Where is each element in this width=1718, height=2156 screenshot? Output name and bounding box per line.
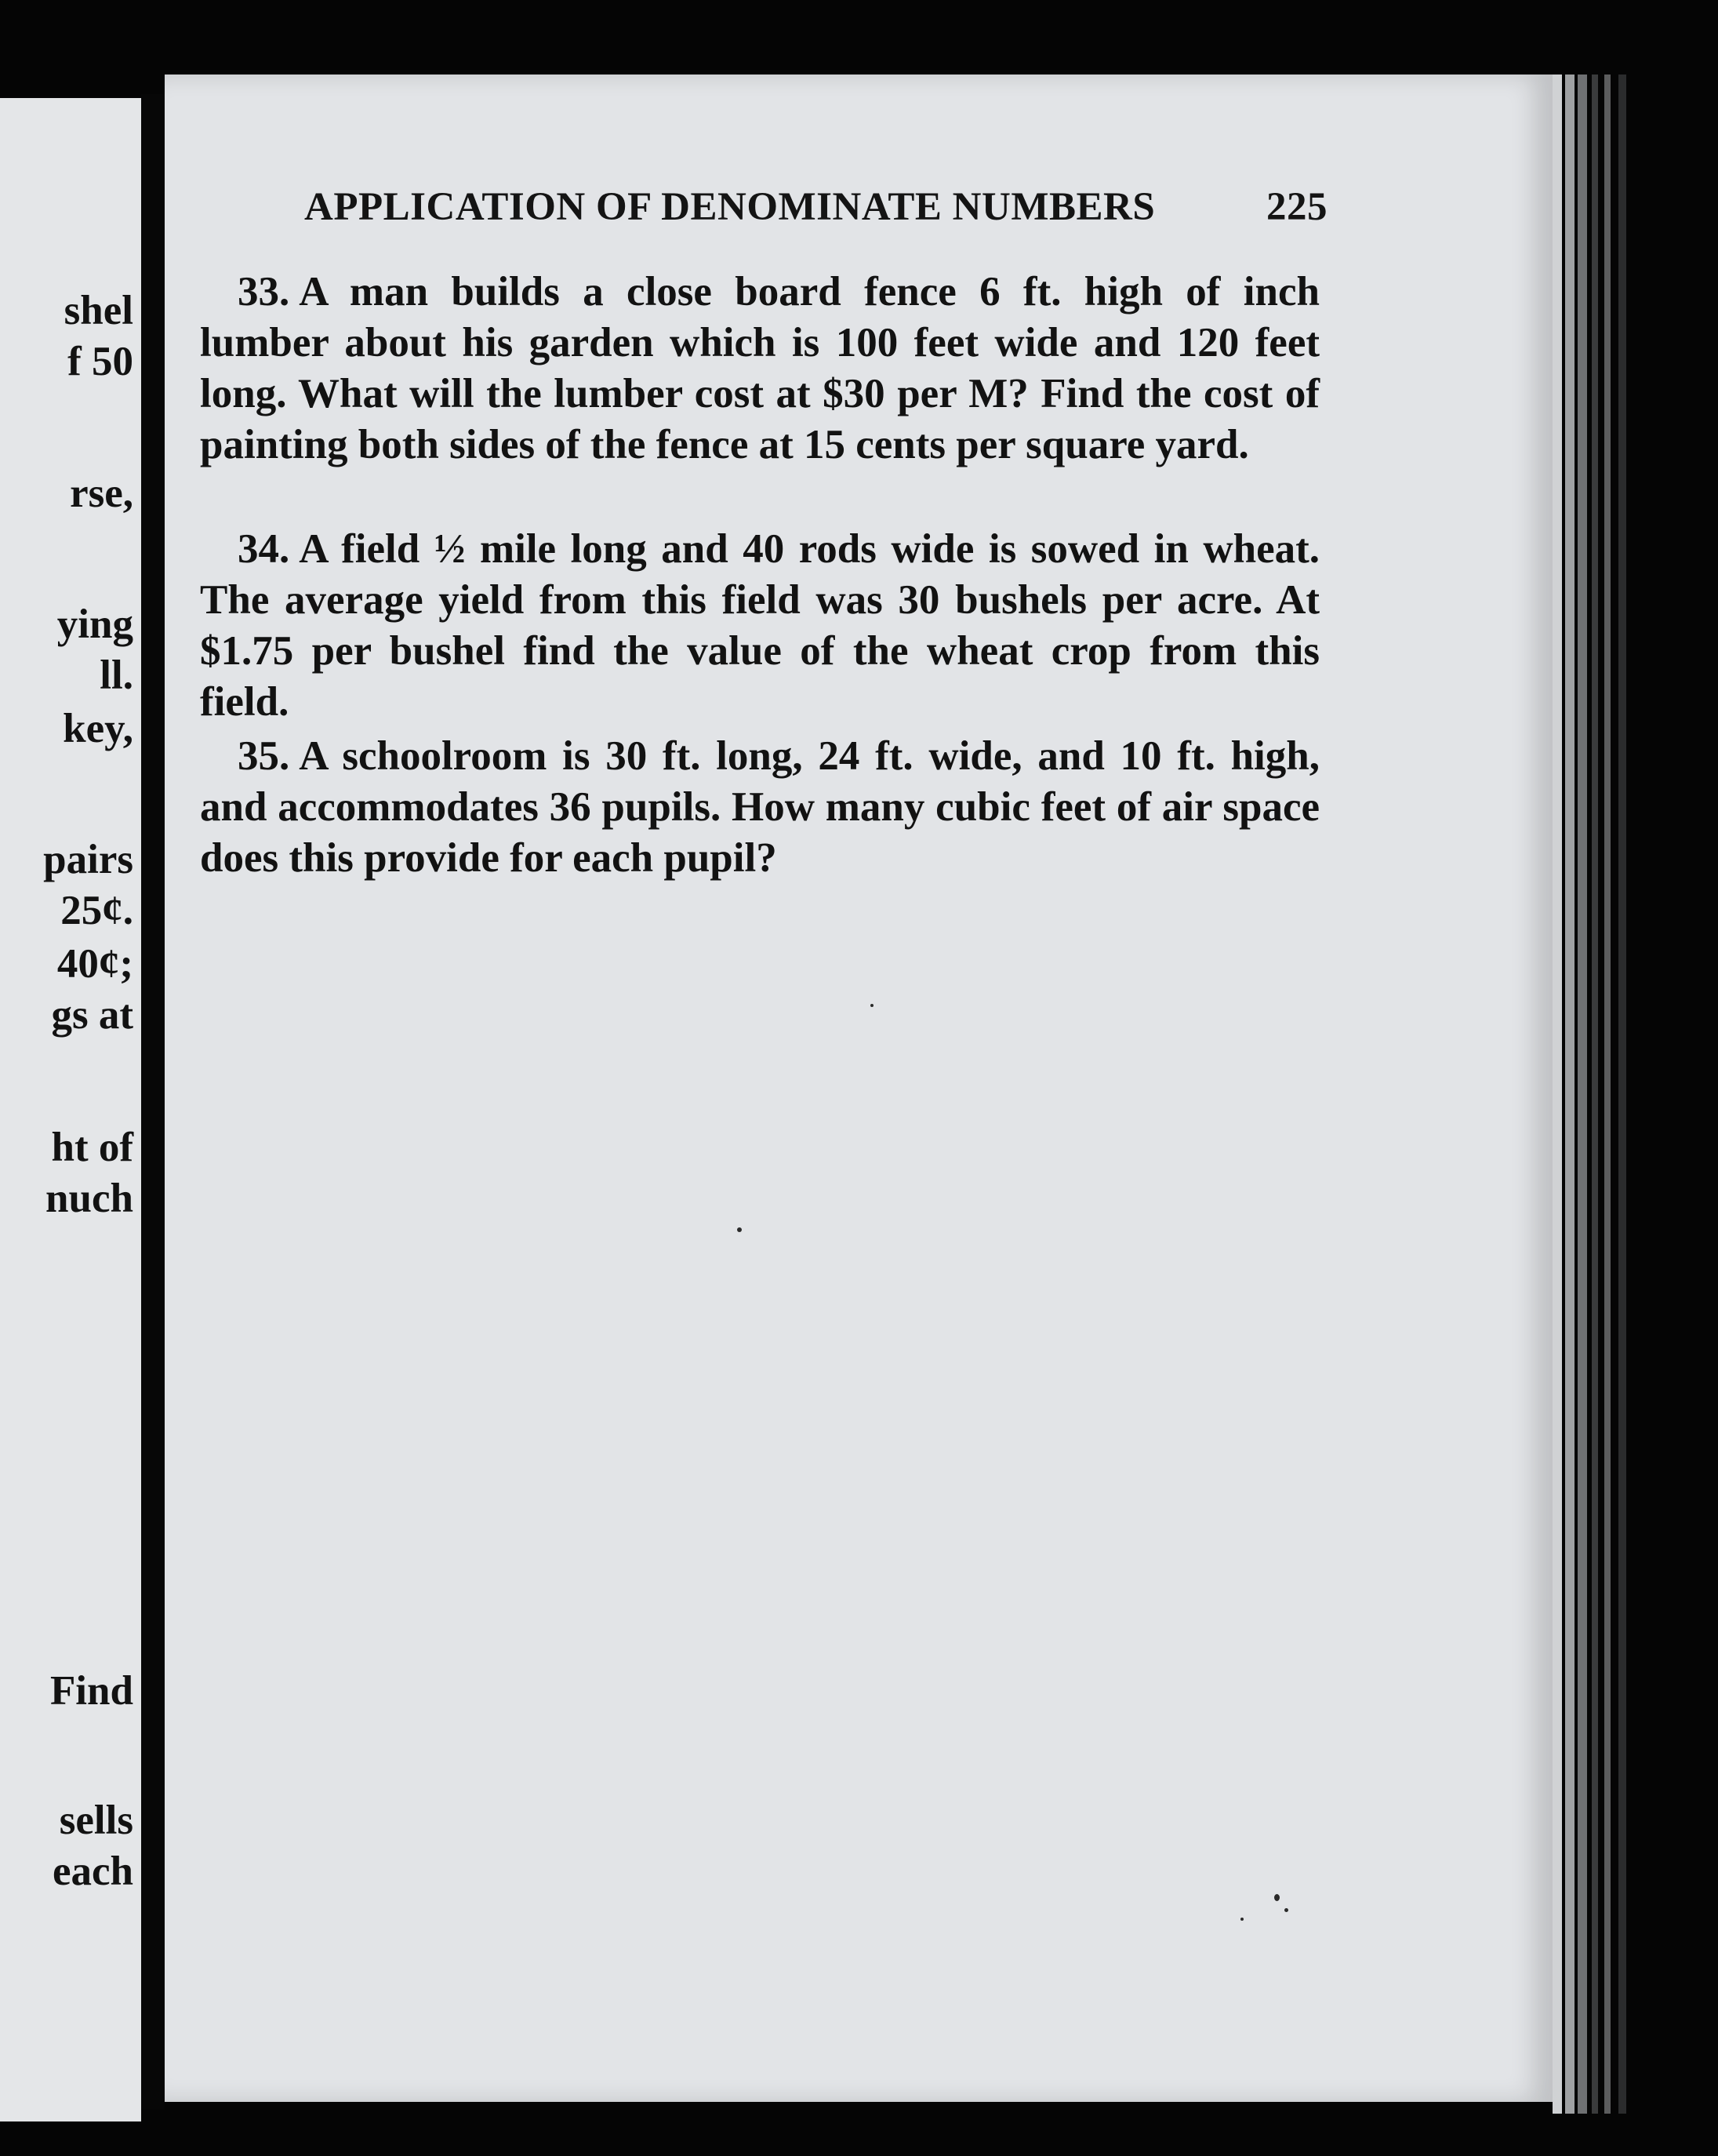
page-edge	[1565, 75, 1575, 2114]
left-page-line: f 50	[67, 339, 133, 384]
paper-speck	[737, 1227, 742, 1232]
left-page-line: shel	[64, 288, 133, 333]
left-page-line: ll.	[100, 653, 133, 698]
page-edge	[1553, 75, 1562, 2114]
paper-speck	[1274, 1894, 1280, 1901]
left-page-line: pairs	[43, 837, 133, 882]
page-number: 225	[1266, 185, 1328, 229]
left-page-line: key,	[63, 706, 133, 751]
page-edge	[1578, 75, 1587, 2114]
left-page-line: ying	[56, 602, 133, 647]
problem-text: A schoolroom is 30 ft. long, 24 ft. wide, and 10 ft. high, and accommodates 36 pupils. How many cubic feet of air space does this provide for each pupil?	[200, 733, 1320, 881]
left-page-line: Find	[49, 1668, 133, 1714]
problem-number: 33.	[238, 269, 290, 314]
left-page-line: rse,	[70, 471, 133, 516]
left-page-fragment	[0, 98, 141, 2121]
problem-34	[200, 524, 1320, 728]
book-gutter	[141, 94, 165, 2110]
header-title: APPLICATION OF DENOMINATE NUMBERS	[304, 185, 1156, 229]
left-page-line: 40¢;	[56, 941, 133, 987]
left-page-line: gs at	[51, 992, 133, 1038]
left-page-line: each	[52, 1849, 133, 1894]
page-edge	[1592, 75, 1598, 2114]
problem-text: A field ½ mile long and 40 rods wide is sowed in wheat. The average yield from this field was 30 bushels per acre. At $1.75 per bushel find the value of the wheat crop from this field.	[200, 526, 1320, 725]
problem-number: 35.	[238, 733, 290, 779]
page-edge	[1604, 75, 1611, 2114]
problem-35	[200, 731, 1320, 884]
page-edge	[1618, 75, 1626, 2114]
left-page-line: nuch	[45, 1176, 133, 1221]
left-page-line: sells	[59, 1798, 133, 1843]
left-page-line: 25¢.	[60, 888, 133, 933]
problem-text: A man builds a close board fence 6 ft. high of inch lumber about his garden which is 100 feet wide and 120 feet long. What will the lumber cost at $30 per M? Find the cost of painting both sides of the fence at 15 cents per square yard.	[200, 269, 1320, 467]
problem-number: 34.	[238, 526, 290, 572]
paper-speck	[870, 1004, 874, 1007]
running-header	[304, 184, 1328, 230]
right-page	[165, 75, 1553, 2102]
problem-33	[200, 267, 1320, 471]
paper-speck	[1240, 1918, 1244, 1921]
left-page-line: ht of	[51, 1125, 133, 1170]
paper-speck	[1284, 1908, 1288, 1912]
